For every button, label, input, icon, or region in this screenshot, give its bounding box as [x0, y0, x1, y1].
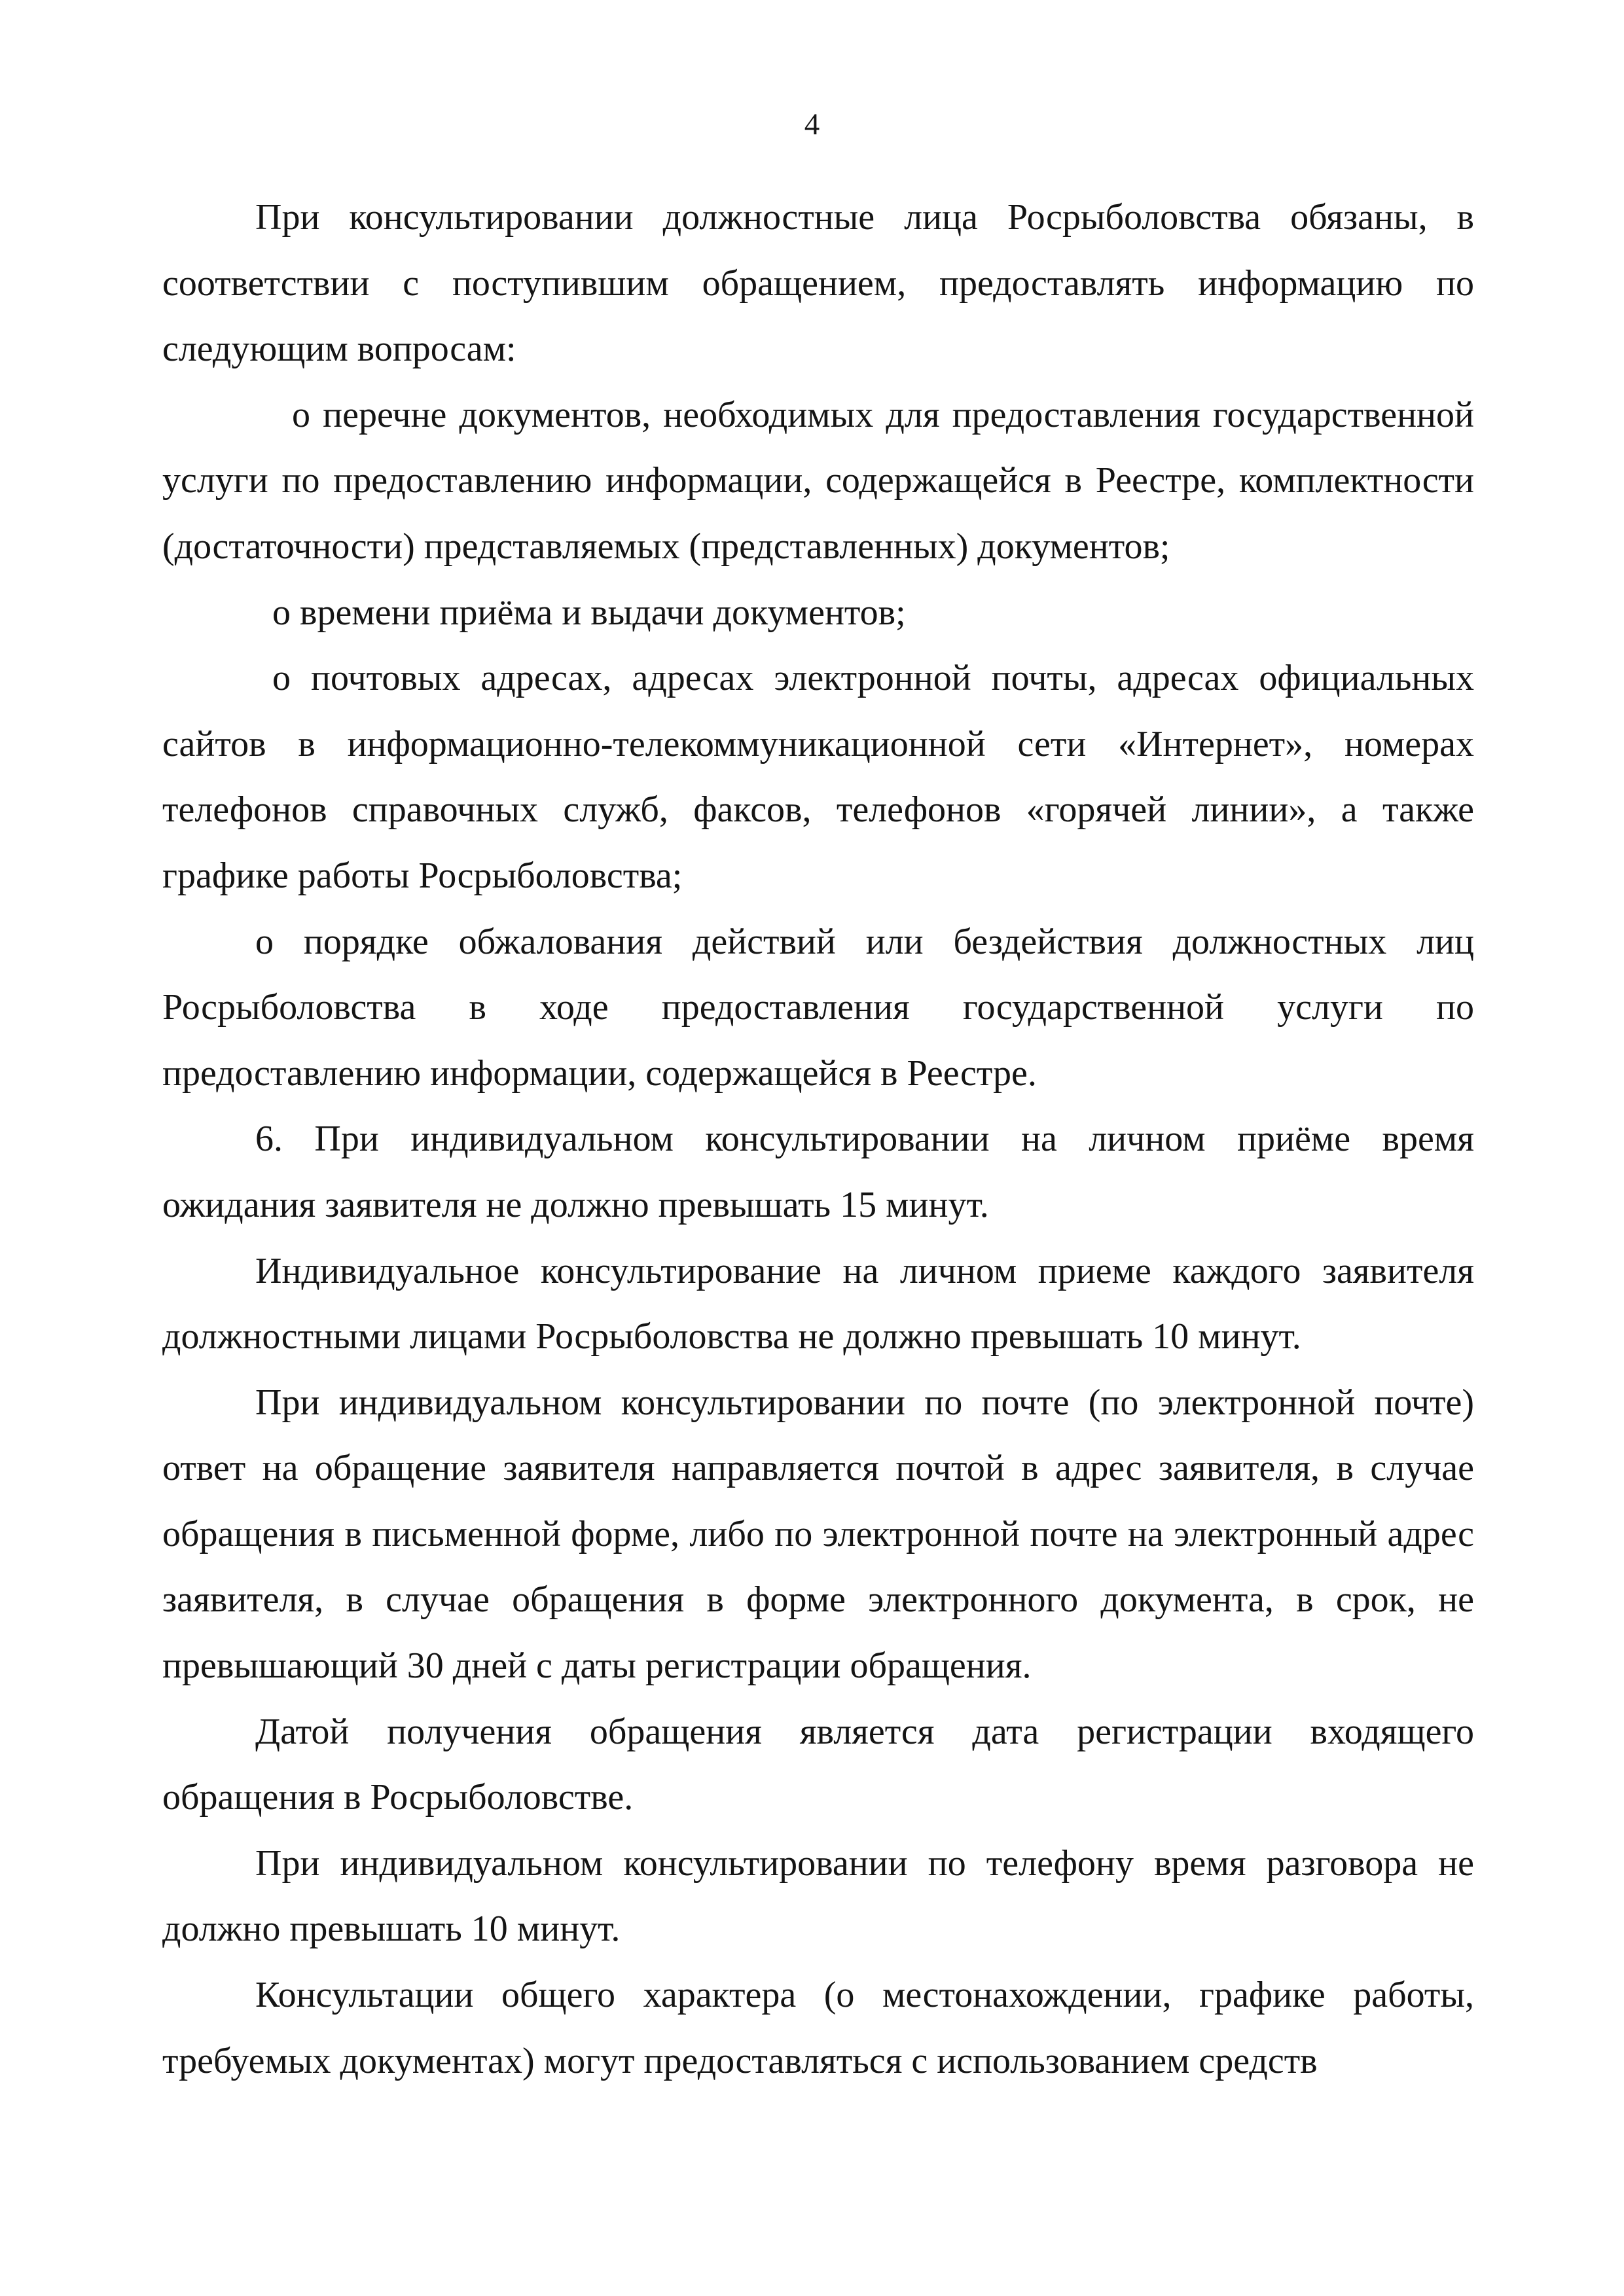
paragraph-consultation-intro: При консультировании должностные лица Росрыболовства обязаны, в соответствии с поступившим обращением, предоставлять информацию по следующим вопросам: [162, 197, 1474, 370]
list-item-reception-time: о времени приёма и выдачи документов; [272, 592, 906, 633]
document-body [162, 185, 1474, 2094]
paragraph-general-consultation: Консультации общего характера (о местонахождении, графике работы, требуемых документах) могут предоставляться с использованием средств [162, 1975, 1474, 2081]
list-item-appeal-procedure: о порядке обжалования действий или бездействия должностных лиц Росрыболовства в ходе предоставления государственной услуги по предоставлению информации, содержащейся в Реестре. [162, 921, 1474, 1094]
paragraph-receipt-date: Датой получения обращения является дата регистрации входящего обращения в Росрыболовстве. [162, 1711, 1474, 1818]
list-item-contacts: о почтовых адресах, адресах электронной почты, адресах официальных сайтов в информационно-телекоммуникационной сети «Интернет», номерах телефонов справочных служб, факсов, телефонов «горячей линии», а также графике работы Росрыболовства; [162, 658, 1474, 896]
paragraph-section-6: 6. При индивидуальном консультировании на личном приёме время ожидания заявителя не должно превышать 15 минут. [162, 1119, 1474, 1225]
paragraph-mail-consultation: При индивидуальном консультировании по почте (по электронной почте) ответ на обращение заявителя направляется почтой в адрес заявителя, в случае обращения в письменной форме, либо по электронной почте на электронный адрес заявителя, в случае обращения в форме электронного документа, в срок, не превышающий 30 дней с даты регистрации обращения. [162, 1382, 1474, 1687]
list-item-documents-list: о перечне документов, необходимых для предоставления государственной услуги по предоставлению информации, содержащейся в Реестре, комплектности (достаточности) представляемых (представленных) документов; [162, 394, 1474, 567]
paragraph-phone-consultation: При индивидуальном консультировании по телефону время разговора не должно превышать 10 минут. [162, 1842, 1474, 1950]
paragraph-personal-consultation: Индивидуальное консультирование на личном приеме каждого заявителя должностными лицами Росрыболовства не должно превышать 10 минут. [162, 1250, 1474, 1357]
page-number: 4 [804, 107, 820, 141]
